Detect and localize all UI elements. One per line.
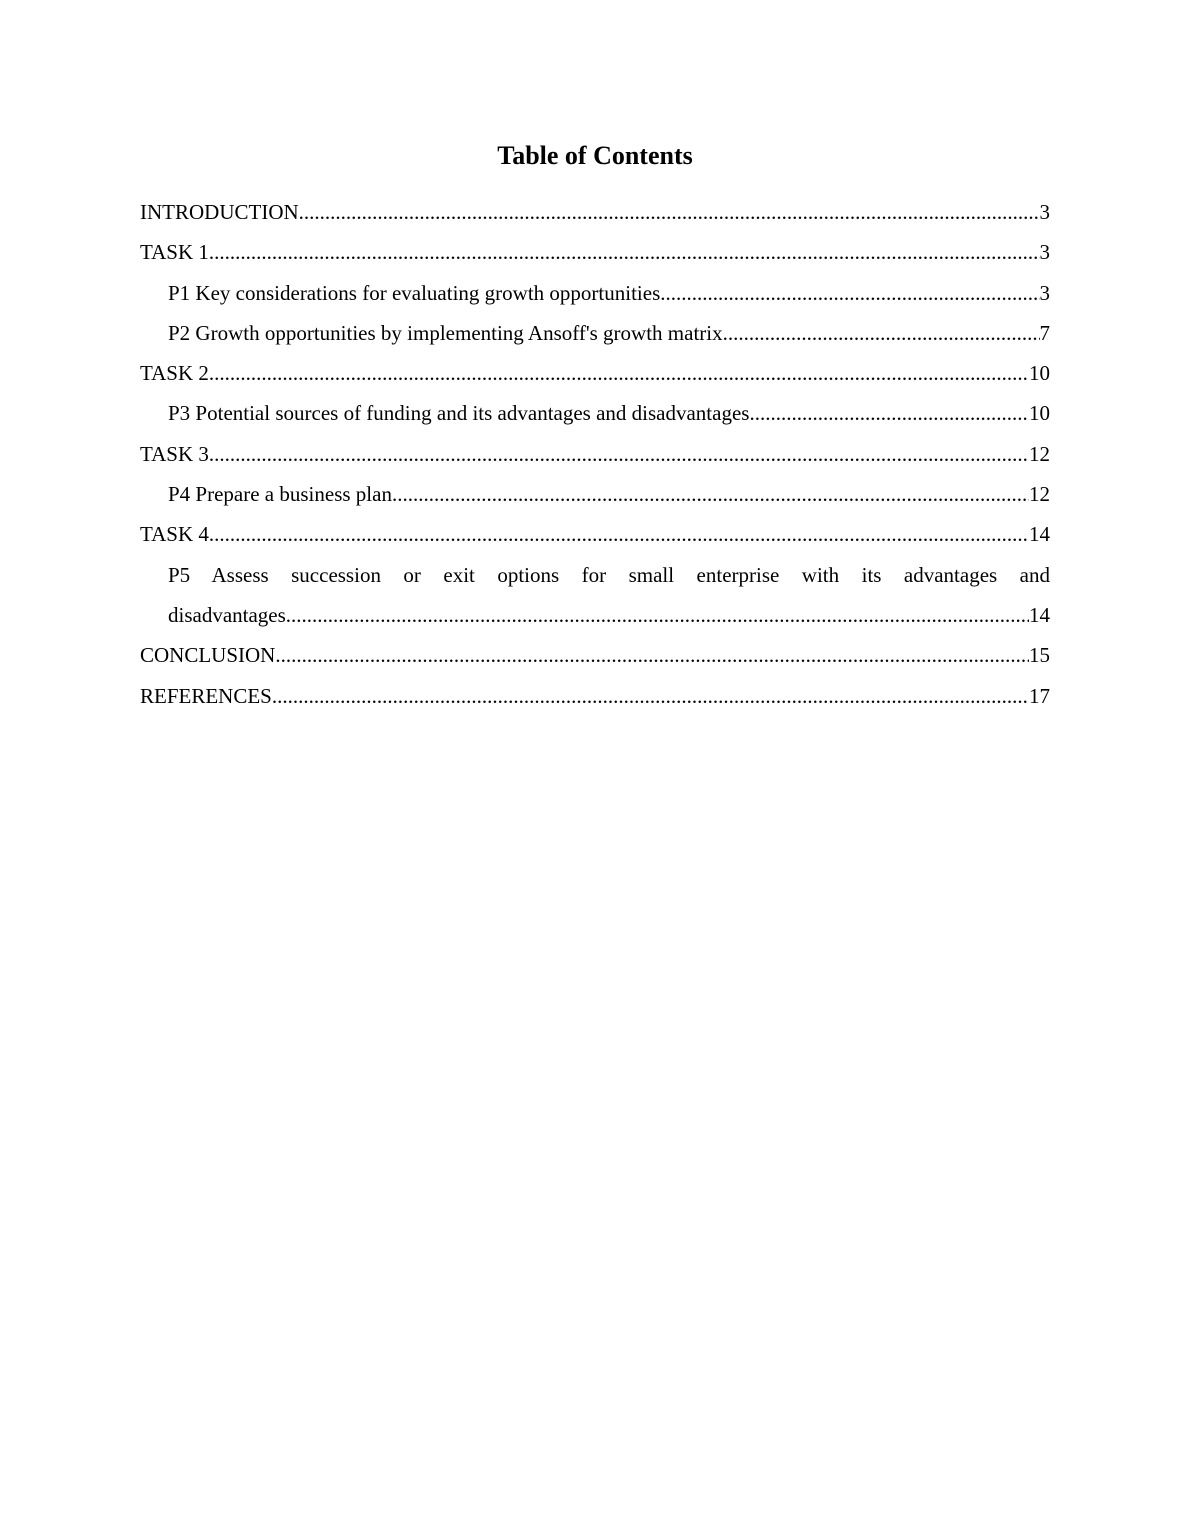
toc-entry-p4[interactable] xyxy=(140,474,1050,514)
toc-entry-label: TASK 4 xyxy=(140,522,209,547)
toc-page-number: 17 xyxy=(1029,683,1050,708)
toc-page-number: 12 xyxy=(1029,441,1050,466)
toc-entry-label: TASK 1 xyxy=(140,240,209,265)
toc-entry-label: TASK 2 xyxy=(140,361,209,386)
toc-page-number: 12 xyxy=(1029,482,1050,507)
toc-entry-p3[interactable] xyxy=(140,393,1050,433)
toc-entry-task-3[interactable] xyxy=(140,434,1050,474)
toc-entry-label: P4 Prepare a business plan xyxy=(168,482,392,507)
toc-leader-dots xyxy=(209,514,1029,554)
toc-leader-dots xyxy=(723,313,1040,353)
toc-leader-dots xyxy=(209,434,1029,474)
toc-leader-dots xyxy=(392,474,1029,514)
toc-entry-label: INTRODUCTION xyxy=(140,200,299,224)
toc-entry-p5[interactable] xyxy=(140,555,1050,636)
toc-leader-dots xyxy=(286,595,1029,635)
toc-entry-task-4[interactable] xyxy=(140,514,1050,554)
toc-entry-p1[interactable] xyxy=(140,273,1050,313)
toc-page-number: 7 xyxy=(1039,320,1050,345)
toc-leader-dots xyxy=(299,192,1040,232)
toc-page-number: 14 xyxy=(1029,522,1050,547)
toc-leader-dots xyxy=(209,353,1029,393)
toc-page-number: 15 xyxy=(1029,643,1050,668)
toc-page-number: 10 xyxy=(1029,401,1050,426)
toc-page-number: 14 xyxy=(1029,602,1050,627)
toc-leader-dots xyxy=(275,635,1029,675)
toc-page-number: 3 xyxy=(1039,280,1050,305)
toc-entry-label: P2 Growth opportunities by implementing Ansoff's growth matrix xyxy=(168,320,723,345)
toc-entry-label-line2: disadvantages xyxy=(168,602,286,627)
toc-leader-dots xyxy=(660,273,1039,313)
toc-entry-label-line1: P5 Assess succession or exit options for small enterprise with its advantages and xyxy=(168,562,1050,587)
toc-entry-label: TASK 3 xyxy=(140,441,209,466)
toc-entry-label: P3 Potential sources of funding and its advantages and disadvantages xyxy=(168,401,750,426)
toc-entry-label: REFERENCES xyxy=(140,683,272,708)
toc-title: Table of Contents xyxy=(497,141,693,170)
toc-entry-p2[interactable] xyxy=(140,313,1050,353)
toc-leader-dots xyxy=(749,393,1029,433)
toc-entry-task-1[interactable] xyxy=(140,232,1050,272)
toc-leader-dots xyxy=(209,232,1040,272)
toc-page-number: 3 xyxy=(1039,200,1050,224)
toc-entry-introduction[interactable] xyxy=(140,192,1050,232)
toc-page-number: 10 xyxy=(1029,361,1050,386)
toc-entry-task-2[interactable] xyxy=(140,353,1050,393)
toc-entry-label-line2-row xyxy=(168,595,1050,635)
toc-entry-conclusion[interactable] xyxy=(140,635,1050,675)
toc-leader-dots xyxy=(272,676,1029,716)
toc-page-number: 3 xyxy=(1039,240,1050,265)
toc-list xyxy=(140,192,1050,716)
toc-entry-label: P1 Key considerations for evaluating growth opportunities xyxy=(168,280,661,305)
toc-entry-references[interactable] xyxy=(140,676,1050,716)
toc-entry-label: CONCLUSION xyxy=(140,643,276,668)
